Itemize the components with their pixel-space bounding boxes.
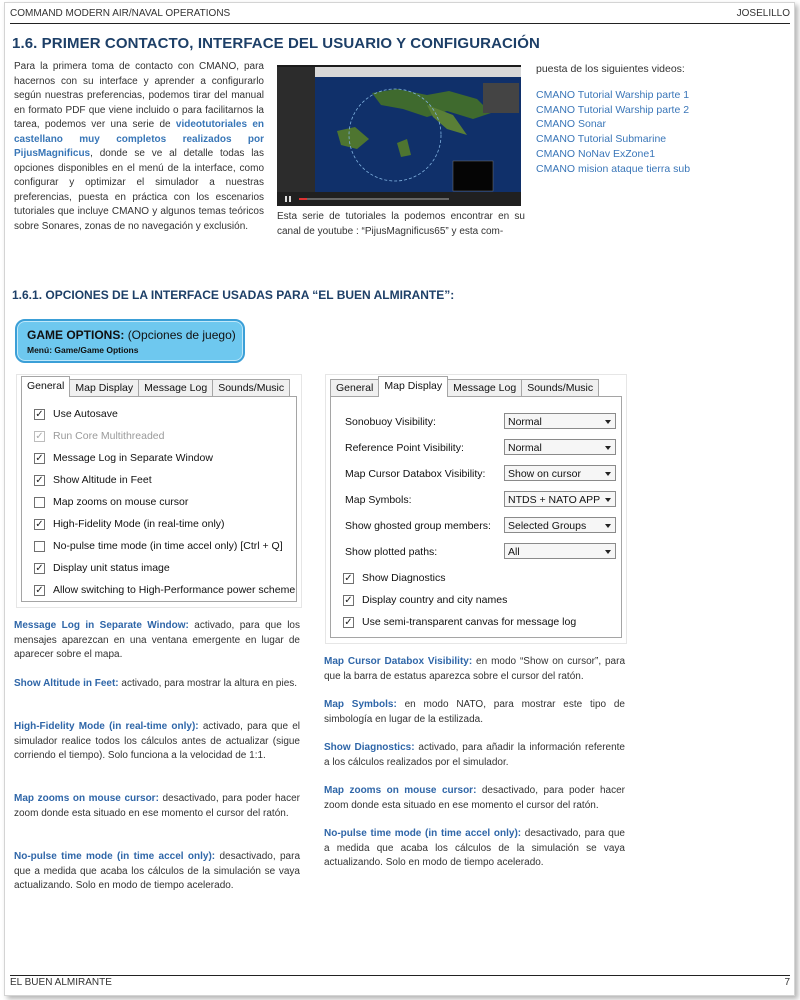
dropdown-arrow-icon	[605, 550, 611, 554]
note-map-zoom	[14, 792, 300, 821]
option-label: Display country and city names	[362, 594, 508, 606]
option-label: Map zooms on mouse cursor	[53, 496, 189, 508]
footer-rule	[10, 975, 790, 976]
option-unit-status-image[interactable]	[34, 562, 170, 574]
checkbox[interactable]: ✓	[344, 594, 353, 606]
option-label: High-Fidelity Mode (in real-time only)	[53, 518, 225, 530]
video-link[interactable]: CMANO Tutorial Warship parte 1	[536, 89, 690, 101]
game-options-menu: Menú: Game/Game Options	[27, 345, 139, 355]
checkbox[interactable]: ✓	[344, 616, 353, 628]
checkbox[interactable]: ✓	[35, 584, 44, 596]
tab-sounds-music[interactable]: Sounds/Music	[521, 379, 599, 397]
ghosted-members-row	[345, 520, 587, 532]
general-panel	[21, 396, 297, 602]
note-term: No-pulse time mode (in time accel only):	[14, 851, 216, 862]
video-screenshot[interactable]	[277, 65, 521, 206]
select-label: Sonobuoy Visibility:	[345, 416, 436, 428]
checkbox[interactable]: ✓	[35, 452, 44, 464]
select-label: Reference Point Visibility:	[345, 442, 464, 454]
video-link[interactable]: CMANO mision ataque tierra sub	[536, 162, 691, 175]
note-term: Message Log in Separate Window:	[14, 620, 189, 631]
note-text: desactivado, para poder hacer zoom donde esta situado en ese momento el cursor del ratón.	[14, 793, 300, 819]
game-options-banner	[15, 319, 245, 363]
option-label: Run Core Multithreaded	[53, 430, 165, 442]
option-map-zoom-cursor[interactable]	[34, 496, 188, 508]
checkbox[interactable]: ✓	[35, 518, 44, 530]
tab-message-log[interactable]: Message Log	[138, 379, 213, 397]
ghosted-members-select[interactable]	[504, 517, 616, 533]
option-country-city-names[interactable]	[343, 594, 507, 606]
tab-strip	[330, 377, 598, 397]
video-link[interactable]: CMANO NoNav ExZone1	[536, 147, 656, 160]
note-no-pulse-right	[324, 827, 625, 871]
game-options-sub: (Opciones de juego)	[127, 328, 236, 342]
note-message-log	[14, 619, 300, 663]
dropdown-arrow-icon	[605, 498, 611, 502]
video-list-intro: puesta de los siguientes videos:	[536, 63, 685, 75]
checkbox[interactable]	[34, 497, 45, 508]
select-value: Normal	[508, 442, 542, 454]
tab-map-display[interactable]: Map Display	[378, 376, 448, 397]
tab-message-log[interactable]: Message Log	[447, 379, 522, 397]
intro-paragraph	[14, 60, 264, 234]
note-term: Map Cursor Databox Visibility:	[324, 656, 473, 667]
option-label: No-pulse time mode (in time accel only) [Ctrl + Q]	[53, 540, 283, 552]
note-altitude	[14, 677, 300, 692]
checkbox: ✓	[35, 430, 44, 442]
video-link[interactable]: CMANO Tutorial Warship parte 2	[536, 103, 690, 116]
game-options-label: GAME OPTIONS:	[27, 328, 125, 342]
video-link[interactable]: CMANO Tutorial Submarine	[536, 133, 667, 146]
note-term: Map zooms on mouse cursor:	[14, 793, 159, 804]
plotted-paths-select[interactable]	[504, 543, 616, 559]
tab-sounds-music[interactable]: Sounds/Music	[212, 379, 290, 397]
intro-text-2: , donde se ve al detalle todas las opciones disponibles en el menú de la interface, como configurar y optimizar el simulador a nuestras preferencias, puesta en práctica con los escenarios tutoriales que incluye CMANO y algunos temas teóricos sobre Sonares, zonas de no navegación y exclusión.	[14, 148, 264, 232]
option-label: Allow switching to High-Performance power scheme	[53, 584, 296, 596]
note-text: en modo NATO, para mostrar este tipo de simbología en lugar de la estilizada.	[324, 699, 625, 725]
cursor-databox-visibility-select[interactable]	[504, 465, 616, 481]
dropdown-arrow-icon	[605, 472, 611, 476]
note-term: Show Altitude in Feet:	[14, 678, 119, 689]
select-value: All	[508, 546, 520, 558]
video-caption: Esta serie de tutoriales la podemos encontrar en su canal de youtube : “PijusMagnificus65” y esta com-	[277, 211, 525, 237]
note-text: desactivado, para que a medida que acaba los cálculos de la simulación se vaya actualizando. Solo en modo de tiempo acelerado.	[324, 828, 625, 868]
dropdown-arrow-icon	[605, 420, 611, 424]
note-term: Map zooms on mouse cursor:	[324, 785, 477, 796]
select-value: Normal	[508, 416, 542, 428]
header-right: JOSELILLO	[736, 8, 790, 19]
option-high-fidelity[interactable]	[34, 518, 225, 530]
page-number: 7	[784, 977, 790, 988]
tab-strip	[21, 377, 289, 397]
header-left: COMMAND MODERN AIR/NAVAL OPERATIONS	[10, 8, 231, 19]
note-text: desactivado, para que a medida que acaba los cálculos de la simulación se vaya actualizando. Solo en modo de tiempo acelerado.	[14, 851, 301, 891]
reference-point-visibility-select[interactable]	[504, 439, 616, 455]
option-label: Use semi-transparent canvas for message log	[362, 616, 577, 628]
note-term: Map Symbols:	[324, 699, 397, 710]
video-link[interactable]: CMANO Sonar	[536, 118, 607, 131]
checkbox[interactable]: ✓	[344, 572, 353, 584]
select-label: Map Cursor Databox Visibility:	[345, 468, 486, 480]
select-label: Map Symbols:	[345, 494, 412, 506]
note-text: activado, para mostrar la altura en pies.	[118, 678, 298, 689]
map-display-dialog	[325, 374, 627, 644]
subsection-title: 1.6.1. OPCIONES DE LA INTERFACE USADAS PARA “EL BUEN ALMIRANTE”:	[12, 288, 455, 302]
plotted-paths-row	[345, 546, 520, 558]
option-message-log-window[interactable]	[34, 452, 213, 464]
option-high-performance[interactable]	[34, 584, 295, 596]
select-label: Show plotted paths:	[345, 546, 438, 558]
checkbox[interactable]: ✓	[35, 408, 44, 420]
option-use-autosave[interactable]	[34, 408, 118, 420]
select-value: NTDS + NATO APP	[508, 494, 601, 506]
option-label: Show Altitude in Feet	[53, 474, 152, 486]
note-text: activado, para que el simulador realice todos los cálculos antes de actualizar (sigue corriendo el tiempo). Solo funciona a la velocidad de 1:1.	[14, 721, 300, 761]
option-no-pulse[interactable]	[34, 540, 283, 552]
note-no-pulse	[14, 850, 300, 894]
running-footer	[10, 977, 790, 988]
section-title: 1.6. PRIMER CONTACTO, INTERFACE DEL USUARIO Y CONFIGURACIÓN	[12, 35, 540, 52]
checkbox[interactable]: ✓	[35, 562, 44, 574]
map-display-panel	[330, 396, 622, 638]
note-text: activado, para que los mensajes aparezcan en una ventana emergente en lugar de aparecer sobre el mapa.	[14, 620, 300, 660]
video-map-image	[277, 65, 521, 206]
header-rule	[10, 23, 790, 24]
tab-map-display[interactable]: Map Display	[69, 379, 139, 397]
note-cursor-databox	[324, 655, 625, 684]
note-map-symbols	[324, 698, 625, 727]
reference-point-visibility-row	[345, 442, 542, 454]
option-altitude-feet[interactable]	[34, 474, 152, 486]
dropdown-arrow-icon	[605, 524, 611, 528]
intro-text-1: Para la primera toma de contacto con CMANO, para hacernos con su interface y aprender a configurarlo según nuestras preferencias, podemos tirar del manual en formato PDF que viene incluido o para facilitarnos la tarea, podemos ver una serie de	[14, 61, 264, 130]
option-semi-transparent-canvas[interactable]	[343, 616, 576, 628]
note-high-fidelity	[14, 720, 300, 764]
note-text: en modo “Show on cursor”, para que la barra de estatus aparezca sobre el cursor del ratón.	[324, 656, 625, 682]
general-options-dialog	[16, 374, 302, 608]
map-symbols-row	[345, 494, 601, 506]
option-run-core-multithreaded	[34, 430, 164, 442]
select-label: Show ghosted group members:	[345, 520, 491, 532]
sonobuoy-visibility-row	[345, 416, 542, 428]
note-text: activado, para añadir la información referente a los cálculos realizados por el simulador.	[324, 742, 625, 768]
note-map-zoom-right	[324, 784, 625, 813]
note-text: desactivado, para poder hacer zoom donde esta situado en ese momento el cursor del ratón.	[324, 785, 625, 811]
note-show-diagnostics	[324, 741, 625, 770]
video-list	[536, 88, 690, 176]
game-options-title	[27, 328, 236, 342]
option-label: Display unit status image	[53, 562, 170, 574]
cursor-databox-visibility-row	[345, 468, 581, 480]
note-term: Show Diagnostics:	[324, 742, 415, 753]
note-term: No-pulse time mode (in time accel only):	[324, 828, 522, 839]
option-show-diagnostics[interactable]	[343, 572, 445, 584]
tab-general[interactable]: General	[21, 376, 70, 397]
checkbox[interactable]: ✓	[35, 474, 44, 486]
sonobuoy-visibility-select[interactable]	[504, 413, 616, 429]
footer-left: EL BUEN ALMIRANTE	[10, 977, 112, 988]
running-header	[10, 8, 790, 22]
select-value: Show on cursor	[508, 468, 581, 480]
option-label: Message Log in Separate Window	[53, 452, 213, 464]
option-label: Use Autosave	[53, 408, 118, 420]
dropdown-arrow-icon	[605, 446, 611, 450]
map-symbols-select[interactable]	[504, 491, 616, 507]
option-label: Show Diagnostics	[362, 572, 446, 584]
tab-general[interactable]: General	[330, 379, 379, 397]
checkbox[interactable]	[34, 541, 45, 552]
note-term: High-Fidelity Mode (in real-time only):	[14, 721, 199, 732]
tutorial-link[interactable]: videotutoriales en castellano muy completos realizados por PijusMagnificus	[14, 119, 264, 159]
select-value: Selected Groups	[508, 520, 587, 532]
